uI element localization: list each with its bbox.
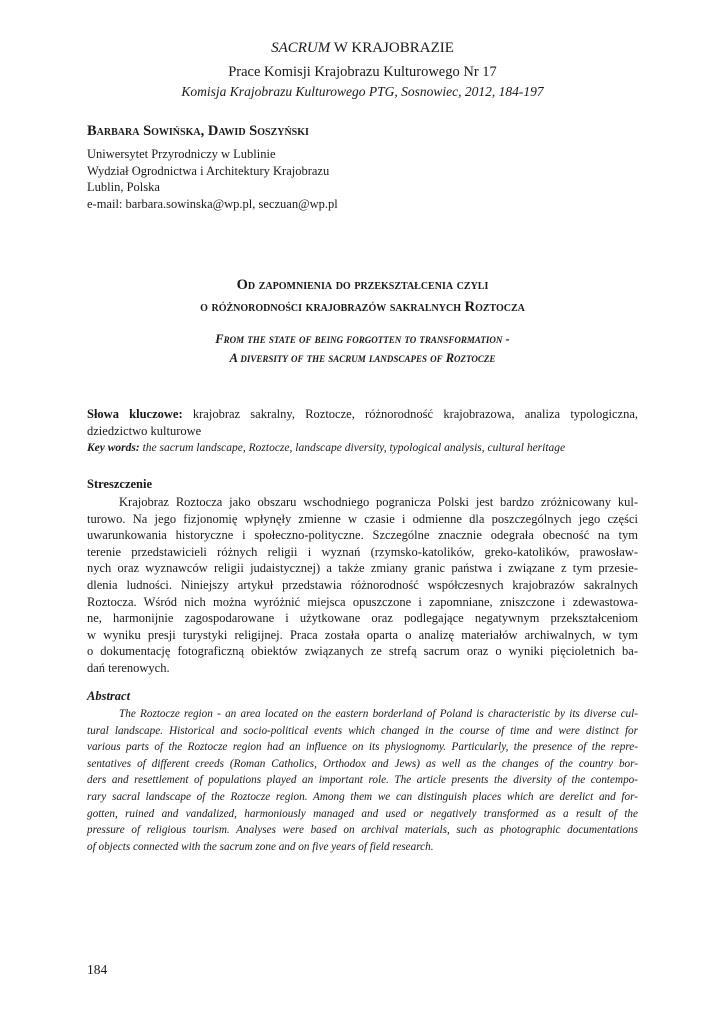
keywords-english-label: Key words: [87, 442, 140, 454]
title-english-line: From the state of being forgotten to transformation - [215, 332, 510, 346]
series-rest: W KRAJOBRAZIE [330, 40, 454, 56]
body-line: o dokumentację fotograficzną obiektów związanych ze strefą sacrum oraz o wyniki pięcioletnich ba- [87, 644, 638, 659]
title-polish-line: Od zapomnienia do przekształcenia czyli [236, 277, 489, 293]
affiliation [87, 146, 338, 212]
affiliation-line: Lublin, Polska [87, 180, 160, 194]
body-line: uwarunkowania historyczne i społeczno-polityczne. Szczególne znacznie odegrała obecność na tym [87, 528, 638, 543]
body-line: Krajobraz Roztocza jako obszaru wschodniego pogranicza Polski jest bardzo zróżnicowany kul- [119, 495, 638, 509]
abstract-line: ders and resettlement of populations played an important role. The article presents the diversity of the contempo- [87, 774, 638, 787]
keywords-polish-label: Słowa kluczowe: [87, 407, 183, 421]
authors: Barbara Sowińska, Dawid Soszyński [87, 123, 309, 139]
abstract-body [87, 706, 638, 855]
journal-publisher: Komisja Krajobrazu Kulturowego PTG, Sosnowiec, 2012, 184-197 [181, 84, 544, 99]
affiliation-line: Wydział Ogrodnictwa i Architektury Krajobrazu [87, 163, 330, 178]
abstract-line: various parts of the Roztocze region had an influence on its physiognomy. Particularly, the presence of the repre- [87, 741, 638, 754]
abstract-line: gotten, ruined and vandalized, harmoniously managed and used or negatively transformed as a result of the [87, 807, 638, 820]
body-line: Roztocza. Wśród nich można wyróżnić miejsca opuszczone i zapomniane, zniszczone i zdewastowa- [87, 594, 638, 609]
affiliation-line: Uniwersytet Przyrodniczy w Lublinie [87, 147, 276, 161]
body-line: w wyniku presji turystyki religijnej. Praca została oparta o analizę materiałów archiwalnych, w tym [87, 627, 638, 642]
keywords-polish-text: dziedzictwo kulturowe [87, 423, 202, 438]
title-polish [0, 274, 725, 318]
email-line: e-mail: barbara.sowinska@wp.pl, seczuan@wp.pl [87, 196, 338, 211]
abstract-line: sentatives of different creeds (Roman Catholics, Orthodox and Jews) as well as the changes of the country bor- [87, 757, 638, 770]
title-polish-line: o różnorodności krajobrazów sakralnych Roztocza [200, 299, 525, 315]
body-line: dlenia ludności. Niniejszy artykuł przedstawia różnorodność współczesnych krajobrazów sakralnych [87, 577, 638, 592]
journal-series-title [0, 40, 725, 57]
body-line: turowo. Na jego fizjonomię wpłynęły zmienne w czasie i odmienne dla poszczególnych jego części [87, 511, 638, 526]
abstract-heading: Abstract [87, 689, 131, 703]
abstract-line: pressure of religious tourism. Analyses were based on archival materials, such as photographic documentations [87, 824, 638, 837]
keywords-polish-text: krajobraz sakralny, Roztocze, różnorodność krajobrazowa, analiza typologiczna, [182, 407, 639, 421]
body-line: dań terenowych. [87, 660, 170, 675]
abstract-line: rary sacral landscape of the Roztocze region. Among them we can distinguish places which are derelict and for- [87, 790, 638, 803]
journal-subtitle: Prace Komisji Krajobrazu Kulturowego Nr 17 [228, 64, 497, 80]
body-line: ne, harmonijnie zagospodarowane i użytkowane oraz podlegające negatywnym przekształceniom [87, 611, 638, 626]
title-english [0, 330, 725, 368]
keywords-english [87, 440, 638, 456]
abstract-line: tural landscape. Historical and socio-political events which changed in the course of time and were distinct for [87, 724, 638, 737]
title-english-line: A diversity of the sacrum landscapes of Roztocze [229, 351, 496, 365]
series-italic: SACRUM [271, 40, 331, 56]
keywords-english-text: the sacrum landscape, Roztocze, landscape diversity, typological analysis, cultural heritage [139, 442, 566, 454]
body-line: nych oraz wyznawców religii judaistycznej) a także zmiany granic państwa i związane z tym przesie- [87, 561, 638, 576]
body-line: terenie przedstawicieli różnych religii i wyznań (rzymsko-katolików, greko-katolików, prawosław- [87, 544, 638, 559]
streszczenie-heading: Streszczenie [87, 477, 153, 491]
abstract-line: of objects connected with the sacrum zone and on five years of field research. [87, 840, 434, 853]
abstract-line: The Roztocze region - an area located on the eastern borderland of Poland is characteristic by its diverse cul- [119, 708, 638, 720]
streszczenie-body [87, 494, 638, 677]
page-number: 184 [87, 962, 108, 977]
keywords-polish [87, 406, 638, 439]
